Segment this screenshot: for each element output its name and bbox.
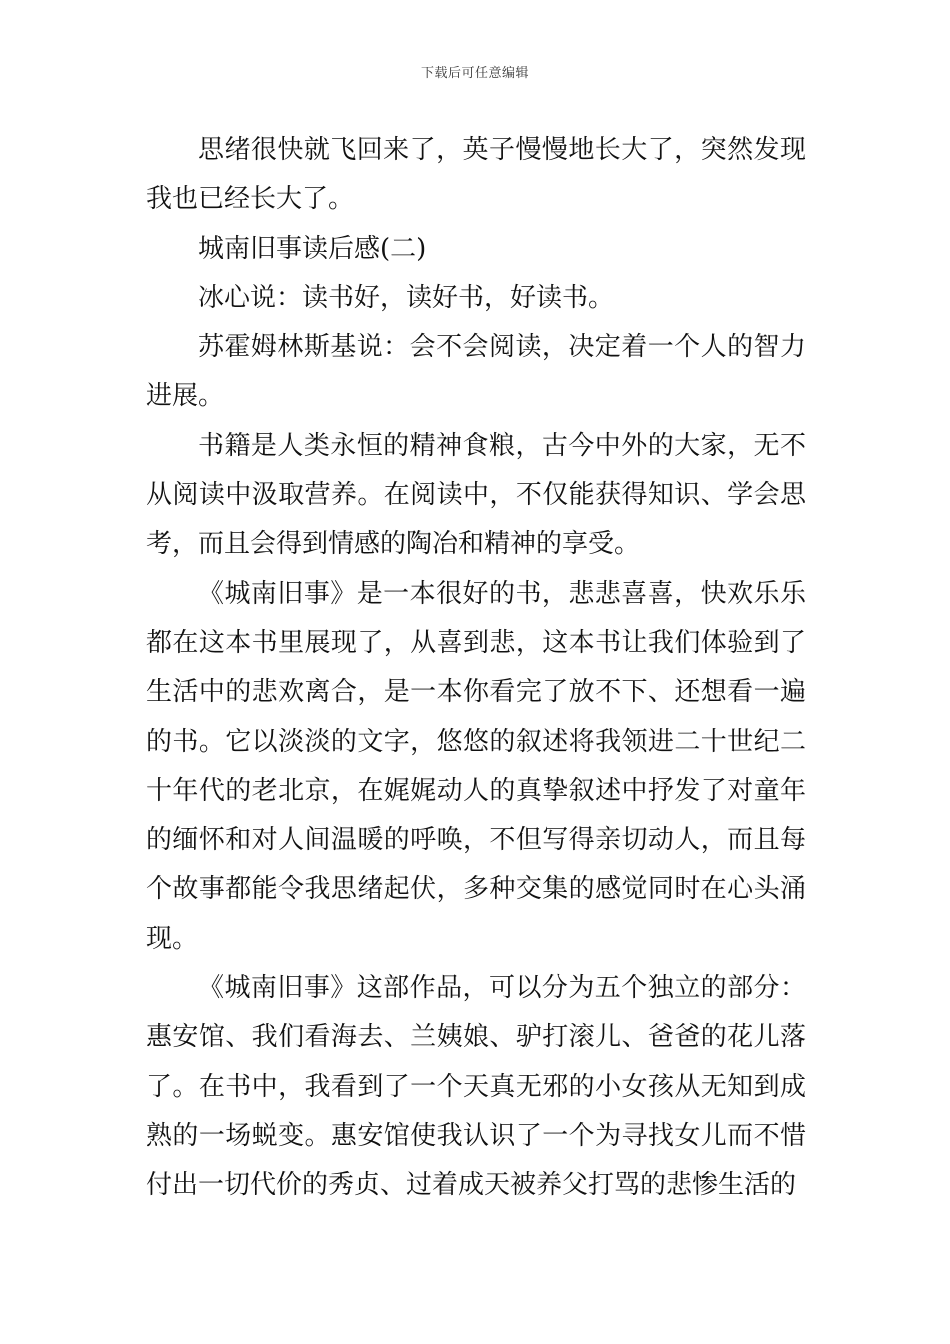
paragraph-book-structure: 《城南旧事》这部作品，可以分为五个独立的部分：惠安馆、我们看海去、兰姨娘、驴打滚儿、爸爸的花儿落了。在书中，我看到了一个天真无邪的小女孩从无知到成熟的一场蜕变。惠安馆使我认识了一个为寻找女儿而不惜付出一切代价的秀贞、过着成天被养父打骂的悲惨生活的 (146, 973, 806, 1201)
paragraph-book-review: 《城南旧事》是一本很好的书，悲悲喜喜，快欢乐乐都在这本书里展现了，从喜到悲，这本书让我们体验到了生活中的悲欢离合，是一本你看完了放不下、还想看一遍的书。它以淡淡的文字，悠悠的叙述将我领进二十世纪二十年代的老北京，在娓娓动人的真挚叙述中抒发了对童年的缅怀和对人间温暖的呼唤，不但写得亲切动人，而且每个故事都能令我思绪起伏，多种交集的感觉同时在心头涌现。 (146, 578, 806, 954)
paragraph-books: 书籍是人类永恒的精神食粮，古今中外的大家，无不从阅读中汲取营养。在阅读中，不仅能获得知识、学会思考，而且会得到情感的陶冶和精神的享受。 (146, 430, 806, 560)
paragraph-quote-sukhomlinsky: 苏霍姆林斯基说：会不会阅读，决定着一个人的智力进展。 (146, 332, 806, 412)
paragraph-1: 思绪很快就飞回来了，英子慢慢地长大了，突然发现我也已经长大了。 (146, 135, 806, 215)
document-body (146, 126, 806, 1211)
page-header: 下载后可任意编辑 (420, 66, 529, 81)
paragraph-quote-bingxin: 冰心说：读书好，读好书，好读书。 (198, 282, 615, 313)
section-heading: 城南旧事读后感(二) (198, 233, 427, 264)
